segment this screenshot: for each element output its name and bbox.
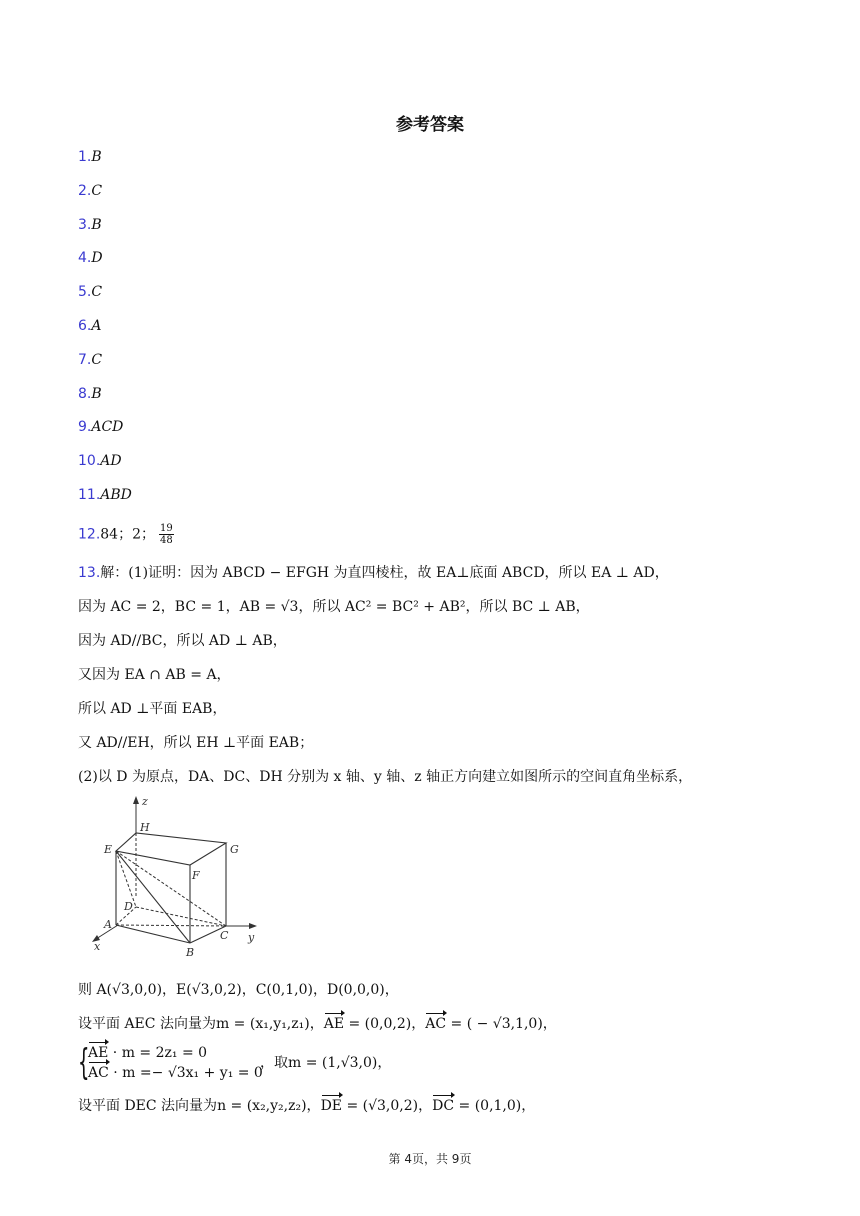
answer-value: ABD bbox=[100, 487, 132, 503]
answer-item bbox=[78, 451, 122, 471]
label-G: G bbox=[230, 843, 239, 856]
label-F: F bbox=[192, 869, 200, 882]
answer-number: 3. bbox=[78, 216, 92, 233]
answer-item bbox=[78, 384, 102, 404]
answer-number: 10. bbox=[78, 453, 101, 470]
equation-text: · m = 2z₁ = 0 bbox=[108, 1045, 208, 1061]
fraction-denominator: 48 bbox=[160, 535, 173, 546]
answer-value: B bbox=[91, 385, 102, 402]
answer-number: 7. bbox=[78, 351, 92, 368]
vector-ac-value: = ( − √3,1,0)， bbox=[446, 1016, 557, 1032]
answer-value: B bbox=[91, 216, 102, 233]
vector-ae: AE bbox=[323, 1016, 345, 1032]
solution-line-4: 又因为 EA ∩ AB = A， bbox=[78, 667, 231, 683]
answer-value: C bbox=[91, 351, 103, 368]
plane-dec-line bbox=[78, 1096, 535, 1116]
page-title: 参考答案 bbox=[396, 115, 464, 135]
answer-value: C bbox=[91, 182, 103, 199]
equation-text: · m =− √3x₁ + y₁ = 0 bbox=[108, 1065, 263, 1081]
answer-fraction bbox=[159, 523, 174, 546]
label-x: x bbox=[94, 940, 101, 953]
answer-value: B bbox=[91, 149, 102, 165]
answer-item bbox=[78, 350, 102, 370]
normal-vector-m: m = (x₁,y₁,z₁)， bbox=[215, 1016, 324, 1032]
label-H: H bbox=[140, 821, 150, 834]
answer-number: 8. bbox=[78, 385, 92, 402]
label-A: A bbox=[104, 918, 112, 931]
answer-value: AD bbox=[100, 453, 122, 470]
vector-ac: AC bbox=[88, 1065, 109, 1081]
brace-symbol: { bbox=[78, 1042, 90, 1083]
label-z: z bbox=[142, 795, 148, 808]
label-B: B bbox=[186, 946, 195, 959]
page-footer: 第 4页，共 9页 bbox=[388, 1152, 472, 1166]
answer-number: 11. bbox=[78, 487, 101, 503]
take-vector-m: ，取m = (1,√3,0)， bbox=[260, 1055, 392, 1071]
solution-line-7: (2)以 D 为原点，DA、DC、DH 分别为 x 轴、y 轴、z 轴正方向建立如图所示的空间直角坐标系， bbox=[78, 769, 693, 785]
equation-row-1 bbox=[88, 1043, 263, 1063]
coordinates-line: 则 A(√3,0,0)，E(√3,0,2)，C(0,1,0)，D(0,0,0)， bbox=[78, 982, 399, 998]
answer-value: 84；2； bbox=[100, 526, 155, 543]
equation-row-2 bbox=[88, 1063, 263, 1083]
answer-item bbox=[78, 147, 102, 167]
fraction-numerator: 19 bbox=[160, 523, 173, 534]
vector-ac: AC bbox=[425, 1016, 447, 1032]
answer-value: C bbox=[91, 284, 103, 301]
answer-number: 12. bbox=[78, 526, 101, 543]
solution-line-6: 又 AD//EH，所以 EH ⊥平面 EAB； bbox=[78, 735, 314, 751]
answer-item bbox=[78, 181, 102, 201]
vector-de: DE bbox=[320, 1098, 343, 1114]
answer-number: 6. bbox=[78, 318, 92, 334]
solution-line-3: 因为 AD//BC，所以 AD ⊥ AB， bbox=[78, 633, 287, 649]
vector-ae: AE bbox=[88, 1045, 109, 1061]
vector-dc-value: = (0,1,0)， bbox=[454, 1098, 536, 1114]
answer-12 bbox=[78, 523, 174, 546]
label-C: C bbox=[220, 929, 229, 942]
plane-aec-line bbox=[78, 1014, 557, 1034]
solution-line-1 bbox=[78, 563, 669, 583]
answer-value: A bbox=[91, 318, 102, 334]
answer-number: 1. bbox=[78, 149, 92, 165]
vector-ae-value: = (0,0,2)， bbox=[344, 1016, 426, 1032]
answer-item bbox=[78, 282, 102, 302]
solution-line-5: 所以 AD ⊥平面 EAB， bbox=[78, 701, 227, 717]
solution-text: 解：(1)证明：因为 ABCD − EFGH 为直四棱柱，故 EA⊥底面 ABCD，所以 EA ⊥ AD， bbox=[100, 565, 669, 581]
answer-item bbox=[78, 248, 103, 268]
vector-de-value: = (√3,0,2)， bbox=[342, 1098, 433, 1114]
normal-vector-n: n = (x₂,y₂,z₂)， bbox=[217, 1098, 321, 1114]
label-y: y bbox=[248, 931, 255, 944]
label-E: E bbox=[104, 843, 113, 856]
label-D: D bbox=[124, 900, 133, 913]
solution-line-2: 因为 AC = 2，BC = 1，AB = √3，所以 AC² = BC² + AB²，所以 BC ⊥ AB， bbox=[78, 599, 590, 615]
answer-value: ACD bbox=[91, 419, 124, 436]
answer-number: 2. bbox=[78, 182, 92, 199]
answer-item bbox=[78, 316, 101, 336]
answer-number: 13. bbox=[78, 565, 101, 581]
coordinate-prism-figure bbox=[80, 793, 270, 963]
answer-item bbox=[78, 417, 123, 437]
plane-dec-prefix: 设平面 DEC 法向量为 bbox=[78, 1098, 218, 1114]
vector-dc: DC bbox=[432, 1098, 455, 1114]
answer-item bbox=[78, 485, 132, 505]
answer-number: 9. bbox=[78, 419, 92, 436]
answer-item bbox=[78, 215, 102, 235]
answer-number: 4. bbox=[78, 250, 92, 267]
plane-aec-prefix: 设平面 AEC 法向量为 bbox=[78, 1016, 216, 1032]
answer-number: 5. bbox=[78, 284, 92, 301]
answer-value: D bbox=[91, 250, 103, 267]
